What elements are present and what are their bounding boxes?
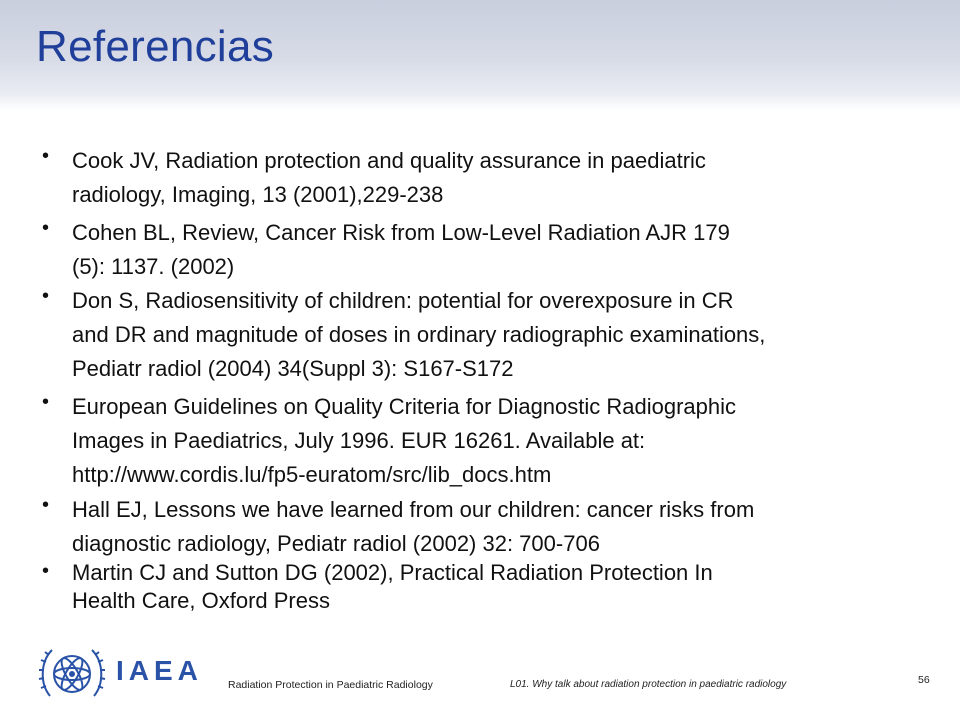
bullet-icon: • <box>42 560 50 582</box>
title-band <box>0 0 960 110</box>
bullet-icon: • <box>42 217 50 239</box>
reference-line: and DR and magnitude of doses in ordinary radiographic examinations, <box>72 322 766 347</box>
slide-footer <box>0 630 960 720</box>
reference-line: Images in Paediatrics, July 1996. EUR 16261. Available at: <box>72 428 646 453</box>
reference-line: Pediatr radiol (2004) 34(Suppl 3): S167-S172 <box>72 356 514 381</box>
reference-line: diagnostic radiology, Pediatr radiol (2002) 32: 700-706 <box>72 531 600 556</box>
reference-line: Martin CJ and Sutton DG (2002), Practical Radiation Protection In <box>72 560 713 585</box>
lecture-title: L01. Why talk about radiation protection in paediatric radiology <box>510 679 787 690</box>
reference-line: Cook JV, Radiation protection and quality assurance in paediatric <box>72 148 706 173</box>
reference-line: radiology, Imaging, 13 (2001),229-238 <box>72 182 444 207</box>
bullet-icon: • <box>42 391 50 413</box>
organization-logo: IAEA <box>116 655 203 686</box>
reference-line: Health Care, Oxford Press <box>72 588 330 613</box>
page-number: 56 <box>918 674 930 686</box>
reference-line: http://www.cordis.lu/fp5-euratom/src/lib_docs.htm <box>72 462 552 487</box>
bullet-icon: • <box>42 145 50 167</box>
reference-line: Hall EJ, Lessons we have learned from our children: cancer risks from <box>72 497 755 522</box>
bullet-icon: • <box>42 494 50 516</box>
reference-line: (5): 1137. (2002) <box>72 254 235 279</box>
reference-line: European Guidelines on Quality Criteria for Diagnostic Radiographic <box>72 394 737 419</box>
reference-line: Cohen BL, Review, Cancer Risk from Low-Level Radiation AJR 179 <box>72 220 730 245</box>
slide-title: Referencias <box>36 22 275 71</box>
course-name: Radiation Protection in Paediatric Radiology <box>228 679 433 691</box>
reference-line: Don S, Radiosensitivity of children: potential for overexposure in CR <box>72 288 734 313</box>
bullet-icon: • <box>42 285 50 307</box>
un-emblem-icon <box>36 640 108 712</box>
